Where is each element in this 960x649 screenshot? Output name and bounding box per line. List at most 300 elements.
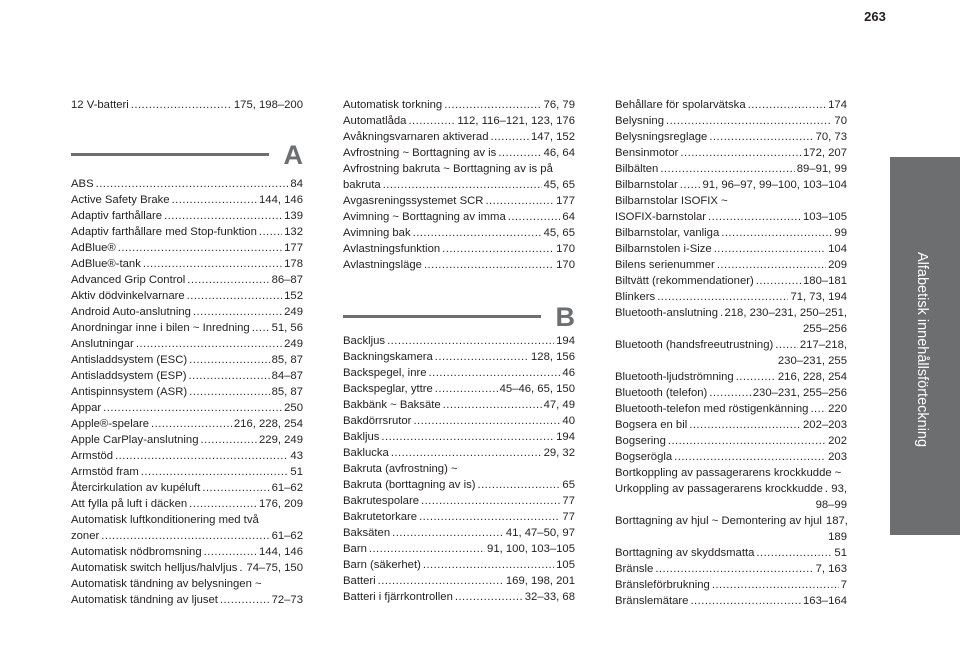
index-entry <box>615 305 847 337</box>
index-entry-term: Anordningar inne i bilen ~ Inredning <box>71 322 250 334</box>
index-entry-pages: 70 <box>834 115 847 127</box>
dot-leader <box>189 368 270 384</box>
index-entry-row <box>71 544 303 560</box>
index-entry-term: Bensinmotor <box>615 147 679 159</box>
index-entry-term: Belysning <box>615 115 664 127</box>
dot-leader <box>118 240 282 256</box>
index-entry-row <box>71 208 303 224</box>
dot-leader <box>668 433 826 449</box>
index-entry-pages: 177 <box>284 242 303 254</box>
index-entry-row <box>343 445 575 461</box>
index-entry-term: zoner <box>71 530 100 542</box>
dot-leader <box>680 177 701 193</box>
index-entry <box>343 209 575 225</box>
dot-leader <box>435 381 498 397</box>
index-entry-row <box>615 593 847 609</box>
index-entry <box>71 464 303 480</box>
dot-leader <box>721 225 832 241</box>
index-entry-row <box>71 384 303 400</box>
index-entry-term: Automatisk torkning <box>343 99 443 111</box>
index-entry <box>615 417 847 433</box>
index-entry-term: Avlastningsläge <box>343 259 422 271</box>
index-entry <box>71 384 303 400</box>
index-entry-pages: 74–75, 150 <box>246 562 303 574</box>
index-entry-term: Bakruta (borttagning av is) <box>343 479 476 491</box>
index-entry-row <box>71 400 303 416</box>
index-entry <box>71 320 303 336</box>
index-entry-pages: 7, 163 <box>815 563 847 575</box>
index-entry-pages: 77 <box>562 495 575 507</box>
index-entry <box>343 589 575 605</box>
index-entry-pages: 51 <box>834 547 847 559</box>
index-entry-pages: 32–33, 68 <box>524 591 575 603</box>
index-entry <box>71 224 303 240</box>
index-entry-row <box>615 273 847 289</box>
dot-leader <box>193 304 282 320</box>
dot-leader <box>423 557 554 573</box>
dot-leader <box>387 333 554 349</box>
index-entry <box>615 561 847 577</box>
index-entry <box>71 416 303 432</box>
dot-leader <box>424 257 554 273</box>
index-entry-term: Avåkningsvarnaren aktiverad <box>343 131 489 143</box>
index-entry-pages: 61–62 <box>271 482 303 494</box>
index-entry-pages: 61–62 <box>271 530 303 542</box>
index-entry <box>615 289 847 305</box>
index-entry-term: Appar <box>71 402 102 414</box>
dot-leader <box>419 509 560 525</box>
index-entry-term: Automatisk tändning av ljuset <box>71 594 218 606</box>
index-entry-row <box>71 592 303 608</box>
index-entry-pages: 144, 146 <box>259 546 303 558</box>
index-entry <box>343 413 575 429</box>
dot-leader <box>141 464 289 480</box>
index-entry-term: Backspegel, inre <box>343 367 427 379</box>
index-entry <box>71 288 303 304</box>
chapter-side-title: Alfabetisk innehållsförteckning <box>914 252 930 448</box>
page-number: 263 <box>864 9 886 24</box>
index-entry-pages: 85, 87 <box>271 354 303 366</box>
index-entry-term: Urkoppling av passagerarens krockkudde <box>615 483 823 495</box>
index-entry-pages: 152 <box>284 290 303 302</box>
index-entry-term: Avlastningsfunktion <box>343 243 441 255</box>
index-entry-row <box>343 177 575 193</box>
index-entry-term: Anslutningar <box>71 338 134 350</box>
index-entry-pages: 174 <box>828 99 847 111</box>
index-entry-pages: 163–164 <box>803 595 847 607</box>
dot-leader <box>666 113 832 129</box>
index-entry-term: Active Safety Brake <box>71 194 170 206</box>
dot-leader <box>442 241 554 257</box>
index-entry-row <box>71 416 303 432</box>
index-entry-row <box>343 97 575 113</box>
index-entry-row <box>71 97 303 113</box>
index-entry <box>615 513 847 545</box>
index-entry-term: Återcirkulation av kupéluft <box>71 482 201 494</box>
index-entry-pages: 40 <box>562 415 575 427</box>
index-entry-pages: 91, 96–97, 99–100, 103–104 <box>702 179 847 191</box>
index-entry <box>343 557 575 573</box>
index-entry-term: Avimning bak <box>343 227 411 239</box>
index-entry-row <box>71 176 303 192</box>
dot-leader <box>103 400 282 416</box>
index-entry-row <box>615 417 847 433</box>
section-letter: A <box>283 140 303 170</box>
index-entry-pages: 249 <box>284 338 303 350</box>
section-rule <box>343 315 541 318</box>
index-entry-row <box>343 509 575 525</box>
index-entry <box>615 193 847 225</box>
index-entry <box>343 225 575 241</box>
index-entry-pages: 43 <box>290 450 303 462</box>
index-entry <box>343 349 575 365</box>
index-entry-pages: 203 <box>828 451 847 463</box>
index-entry-term: Bakrutetorkare <box>343 511 418 523</box>
dot-leader <box>408 113 455 129</box>
index-entry <box>615 449 847 465</box>
index-entry <box>615 385 847 401</box>
dot-leader <box>508 209 561 225</box>
index-entry <box>343 145 575 161</box>
index-entry-row <box>615 145 847 161</box>
index-entry-term: Avfrostning ~ Borttagning av is <box>343 147 497 159</box>
index-entry <box>615 593 847 609</box>
index-entry-row <box>615 129 847 145</box>
index-entry-row <box>615 177 847 193</box>
index-entry-row <box>615 481 847 497</box>
index-entry <box>71 304 303 320</box>
index-entry <box>343 97 575 113</box>
index-entry-row <box>343 477 575 493</box>
index-entry-term: Bluetooth (handsfreeutrustning) <box>615 339 774 351</box>
index-entry-term: Apple CarPlay-anslutning <box>71 434 199 446</box>
index-entry-row <box>343 241 575 257</box>
dot-leader <box>381 429 554 445</box>
index-entry <box>71 432 303 448</box>
index-entry-pages: 86–87 <box>271 274 303 286</box>
index-entry-term: Batteri <box>343 575 376 587</box>
index-entry-row <box>71 256 303 272</box>
index-entry-term: Bränslemätare <box>615 595 689 607</box>
index-entry-term: Borttagning av skyddsmatta <box>615 547 755 559</box>
index-entry-row <box>343 193 575 209</box>
index-entry-pages: 176, 209 <box>259 498 303 510</box>
index-entry-row <box>615 545 847 561</box>
index-entry <box>615 401 847 417</box>
index-entry-row <box>343 257 575 273</box>
index-entry-row <box>615 209 847 225</box>
index-entry-pages: 91, 100, 103–105 <box>487 543 575 555</box>
dot-leader <box>435 349 529 365</box>
index-entry <box>343 129 575 145</box>
index-entry-pages: 128, 156 <box>531 351 575 363</box>
dot-leader <box>378 573 504 589</box>
index-entry-row <box>71 192 303 208</box>
index-entry-pages: 77 <box>562 511 575 523</box>
index-entry-term-line: Bortkoppling av passagerarens krockkudde ~ <box>615 467 842 479</box>
index-entry-term: Backningskamera <box>343 351 433 363</box>
index-entry <box>343 541 575 557</box>
index-entry-term: Antisladdsystem (ESP) <box>71 370 187 382</box>
index-entry-term: Baklucka <box>343 447 389 459</box>
index-entry-term: Antisladdsystem (ESC) <box>71 354 188 366</box>
index-entry-term-line: Automatisk luftkonditionering med två <box>71 514 259 526</box>
index-entry-row <box>615 449 847 465</box>
index-entry-term: Avgasreningssystemet SCR <box>343 195 484 207</box>
dot-leader <box>712 577 839 593</box>
index-entry-row <box>71 288 303 304</box>
index-entry <box>71 97 303 113</box>
index-entry-row <box>343 525 575 541</box>
index-entry <box>343 445 575 461</box>
index-entry <box>615 145 847 161</box>
dot-leader <box>717 257 826 273</box>
index-entry-term: Backspeglar, yttre <box>343 383 433 395</box>
index-entry-term: bakruta <box>343 179 381 191</box>
index-entry-row <box>343 129 575 145</box>
index-entry-row <box>615 161 847 177</box>
index-entry-term: Behållare för spolarvätska <box>615 99 746 111</box>
index-entry-row <box>343 557 575 573</box>
index-entry-term: Belysningsreglage <box>615 131 708 143</box>
index-entry <box>615 433 847 449</box>
index-entry-row <box>71 240 303 256</box>
index-entry-row <box>343 573 575 589</box>
index-entry <box>615 273 847 289</box>
index-entry-term: Backljus <box>343 335 386 347</box>
dot-leader <box>202 480 269 496</box>
dot-leader <box>690 593 801 609</box>
index-entry-term: Bogserögla <box>615 451 673 463</box>
index-entry-pages: 71, 73, 194 <box>790 291 847 303</box>
index-entry-pages: 51 <box>290 466 303 478</box>
index-entry <box>343 525 575 541</box>
dot-leader <box>101 528 269 544</box>
dot-leader <box>429 365 561 381</box>
index-entry-term: Android Auto-anslutning <box>71 306 191 318</box>
index-entry-row <box>343 429 575 445</box>
index-entry-pages: 105 <box>556 559 575 571</box>
index-entry-term: Bilbarnstolar <box>615 179 678 191</box>
index-entry-pages: 144, 146 <box>259 194 303 206</box>
index-entry <box>71 512 303 544</box>
dot-leader <box>369 541 485 557</box>
index-entry-term-line: Bakruta (avfrostning) ~ <box>343 463 458 475</box>
dot-leader <box>708 209 801 225</box>
index-entry-term: Bakljus <box>343 431 380 443</box>
index-entry <box>343 573 575 589</box>
index-entry-term: Batteri i fjärrkontrollen <box>343 591 453 603</box>
index-entry-pages: 76, 79 <box>543 99 575 111</box>
index-entry <box>71 336 303 352</box>
index-entry <box>71 192 303 208</box>
index-entry <box>615 545 847 561</box>
index-entry-pages: 29, 32 <box>543 447 575 459</box>
index-entry <box>615 129 847 145</box>
section-letter: B <box>555 302 575 332</box>
index-entry-pages: 132 <box>284 226 303 238</box>
dot-leader <box>680 145 801 161</box>
index-entry-term: 12 V-batteri <box>71 99 129 111</box>
index-entry <box>71 496 303 512</box>
index-entry-pages: 187, <box>825 515 848 527</box>
index-entry-term: Bilbarnstolar, vanliga <box>615 227 720 239</box>
dot-leader <box>252 320 270 336</box>
index-entry <box>615 225 847 241</box>
index-entry <box>615 97 847 113</box>
index-entry <box>71 256 303 272</box>
index-entry <box>71 272 303 288</box>
index-entry-row <box>71 448 303 464</box>
index-entry-pages: 170 <box>556 243 575 255</box>
index-entry-term: Automatisk switch helljus/halvljus <box>71 562 238 574</box>
dot-leader <box>187 288 282 304</box>
index-entry-row <box>343 333 575 349</box>
dot-leader <box>490 129 529 145</box>
index-entry <box>343 397 575 413</box>
index-entry-pages: 216, 228, 254 <box>233 418 303 430</box>
dot-leader <box>187 272 269 288</box>
index-entry-row <box>615 433 847 449</box>
index-entry <box>343 257 575 273</box>
index-entry-row <box>343 397 575 413</box>
index-entry <box>343 429 575 445</box>
dot-leader <box>709 129 813 145</box>
index-entry-row <box>343 209 575 225</box>
index-entry-term: Bogsering <box>615 435 666 447</box>
index-entry-row <box>343 145 575 161</box>
index-entry-pages: 139 <box>284 210 303 222</box>
dot-leader <box>131 97 232 113</box>
index-entry-pages: 45–46, 65, 150 <box>499 383 575 395</box>
index-entry-pages: 230–231, 255–256 <box>752 387 847 399</box>
index-entry-pages: 84–87 <box>271 370 303 382</box>
index-entry-term: Bluetooth (telefon) <box>615 387 708 399</box>
index-entry <box>343 509 575 525</box>
index-entry <box>71 560 303 576</box>
index-entry <box>615 465 847 513</box>
index-entry-pages-continued: 230–231, 255 <box>777 355 847 367</box>
index-entry-pages: 216, 228, 254 <box>777 371 847 383</box>
index-entry-term: Bränsle <box>615 563 654 575</box>
index-entry-row <box>343 413 575 429</box>
index-entry <box>343 493 575 509</box>
index-entry-term: Advanced Grip Control <box>71 274 186 286</box>
index-entry-pages: 202–203 <box>803 419 847 431</box>
index-entry-row <box>615 257 847 273</box>
dot-leader <box>657 289 788 305</box>
index-entry-row <box>343 589 575 605</box>
index-entry <box>71 400 303 416</box>
index-entry-row <box>343 349 575 365</box>
index-entry-term: Bluetooth-ljudströmning <box>615 371 734 383</box>
dot-leader <box>478 477 561 493</box>
index-entry-row <box>615 97 847 113</box>
dot-leader <box>413 225 542 241</box>
index-entry-row <box>615 241 847 257</box>
dot-leader <box>96 176 289 192</box>
dot-leader <box>810 401 826 417</box>
dot-leader <box>383 177 542 193</box>
index-entry-pages: 103–105 <box>803 211 847 223</box>
dot-leader <box>115 448 288 464</box>
index-entry-pages-continued: 98–99 <box>815 499 847 511</box>
index-entry-row <box>615 337 847 353</box>
dot-leader <box>756 545 832 561</box>
index-entry-pages: 41, 47–50, 97 <box>505 527 575 539</box>
index-entry-term: Armstöd fram <box>71 466 139 478</box>
index-entry-term: Armstöd <box>71 450 114 462</box>
index-entry-pages: 7 <box>840 579 847 591</box>
index-entry-row <box>343 541 575 557</box>
dot-leader <box>164 208 282 224</box>
index-entry-term: Antispinnsystem (ASR) <box>71 386 188 398</box>
index-entry-term-line: Bilbarnstolar ISOFIX ~ <box>615 195 728 207</box>
index-entry-term: AdBlue®-tank <box>71 258 141 270</box>
index-entry-pages: 209 <box>828 259 847 271</box>
index-entry <box>615 241 847 257</box>
index-entry-term: Barn (säkerhet) <box>343 559 421 571</box>
index-entry <box>343 193 575 209</box>
index-entry-pages: 218, 230–231, 250–251, <box>724 307 847 319</box>
dot-leader <box>455 589 523 605</box>
dot-leader <box>189 384 269 400</box>
index-entry-pages: 217–218, <box>799 339 847 351</box>
index-entry-pages: 47, 49 <box>543 399 575 411</box>
index-entry-pages: 175, 198–200 <box>233 99 303 111</box>
index-entry-row <box>343 381 575 397</box>
index-entry-term: Baksäten <box>343 527 391 539</box>
index-entry-row <box>343 493 575 509</box>
section-rule <box>71 153 269 156</box>
index-entry-term-line: Automatisk tändning av belysningen ~ <box>71 578 262 590</box>
index-entry-row <box>615 577 847 593</box>
index-entry-row <box>343 365 575 381</box>
dot-leader <box>239 560 244 576</box>
dot-leader <box>189 352 269 368</box>
index-entry-row <box>71 368 303 384</box>
index-entry-pages: 169, 198, 201 <box>505 575 575 587</box>
index-entry-row <box>71 560 303 576</box>
index-entry-pages: 250 <box>284 402 303 414</box>
index-entry <box>343 241 575 257</box>
index-entry-pages: 177 <box>556 195 575 207</box>
index-entry-row <box>71 496 303 512</box>
index-entry-pages: 170 <box>556 259 575 271</box>
index-entry-row <box>71 272 303 288</box>
index-entry-row <box>615 113 847 129</box>
dot-leader <box>498 145 541 161</box>
index-entry <box>71 448 303 464</box>
index-entry-term: Borttagning av hjul ~ Demontering av hjul <box>615 515 822 527</box>
index-entry-pages: 46 <box>562 367 575 379</box>
index-entry-term: Adaptiv farthållare med Stop-funktion <box>71 226 257 238</box>
dot-leader <box>421 493 560 509</box>
index-entry <box>71 208 303 224</box>
index-entry-row <box>615 561 847 577</box>
index-entry-pages: 93, <box>831 483 847 495</box>
index-entry-pages: 202 <box>828 435 847 447</box>
dot-leader <box>392 525 504 541</box>
index-entry-term-line: Avfrostning bakruta ~ Borttagning av is på <box>343 163 553 175</box>
index-entry-term: Bakbänk ~ Baksäte <box>343 399 441 411</box>
index-entry <box>615 257 847 273</box>
index-entry-pages: 64 <box>562 211 575 223</box>
index-entry-term: Biltvätt (rekommendationer) <box>615 275 754 287</box>
index-entry-term: Avimning ~ Borttagning av imma <box>343 211 506 223</box>
index-entry-term: Bluetooth-anslutning <box>615 307 719 319</box>
index-entry-row <box>71 480 303 496</box>
